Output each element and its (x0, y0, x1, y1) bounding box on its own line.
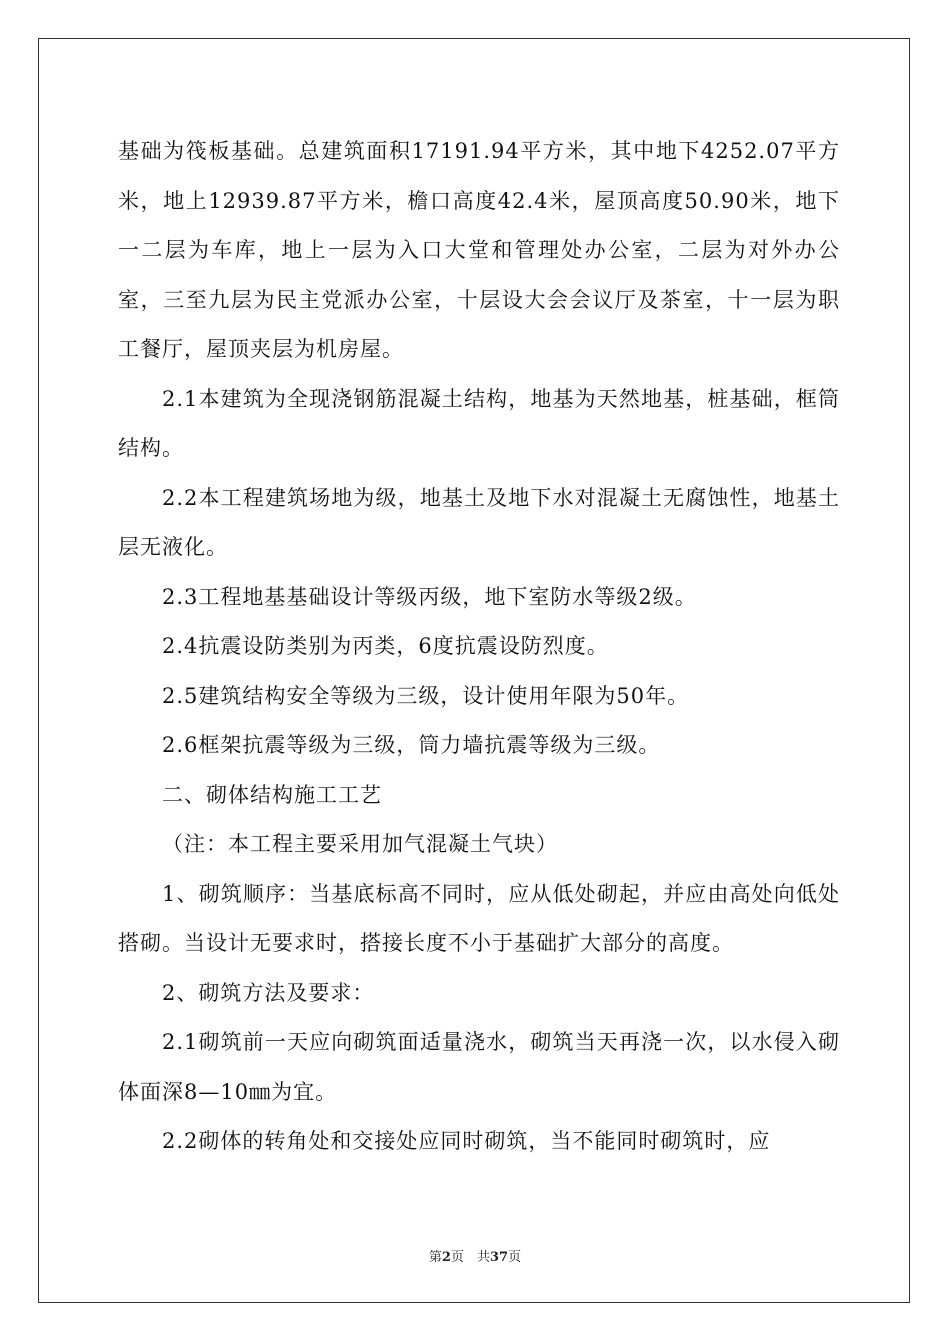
current-page-number: 2 (441, 1250, 451, 1265)
paragraph-project-overview: 基础为筏板基础。总建筑面积17191.94平方米，其中地下4252.07平方米，地上12939.87平方米，檐口高度42.4米，屋顶高度50.90米，地下一二层为车库，地上一层为入口大堂和管理处办公室，二层为对外办公室，三至九层为民主党派办公室，十层设大会会议厅及茶室，十一层为职工餐厅，屋顶夹层为机房屋。 (118, 139, 840, 361)
paragraph-masonry-order: 1、砌筑顺序：当基底标高不同时，应从低处砌起，并应由高处向低处搭砌。当设计无要求时，搭接长度不小于基础扩大部分的高度。 (118, 881, 840, 955)
page-footer (0, 1246, 950, 1265)
total-page-count: 37 (489, 1250, 509, 1265)
footer-prefix: 第 (428, 1250, 442, 1265)
paragraph-2-1: 2.1本建筑为全现浇钢筋混凝土结构，地基为天然地基，桩基础，框筒结构。 (118, 386, 840, 460)
section-heading-masonry: 二、砌体结构施工工艺 (162, 782, 382, 807)
footer-suffix: 页 (508, 1250, 522, 1265)
paragraph-2-2: 2.2本工程建筑场地为级，地基土及地下水对混凝土无腐蚀性，地基土层无液化。 (118, 485, 840, 559)
paragraph-2-4: 2.4抗震设防类别为丙类，6度抗震设防烈度。 (162, 634, 609, 658)
paragraph-masonry-method: 2、砌筑方法及要求： (162, 980, 375, 1005)
footer-middle: 页 共 (450, 1250, 490, 1265)
paragraph-2-5: 2.5建筑结构安全等级为三级，设计使用年限为50年。 (162, 683, 690, 708)
document-body (118, 127, 840, 1167)
paragraph-2-3: 2.3工程地基基础设计等级丙级，地下室防水等级2级。 (162, 584, 697, 609)
paragraph-note: （注：本工程主要采用加气混凝土气块） (162, 832, 558, 856)
paragraph-corners: 2.2砌体的转角处和交接处应同时砌筑，当不能同时砌筑时，应 (162, 1129, 771, 1153)
paragraph-watering: 2.1砌筑前一天应向砌筑面适量浇水，砌筑当天再浇一次，以水侵入砌体面深8—10㎜为宜。 (118, 1030, 840, 1104)
paragraph-2-6: 2.6框架抗震等级为三级，筒力墙抗震等级为三级。 (162, 733, 661, 757)
